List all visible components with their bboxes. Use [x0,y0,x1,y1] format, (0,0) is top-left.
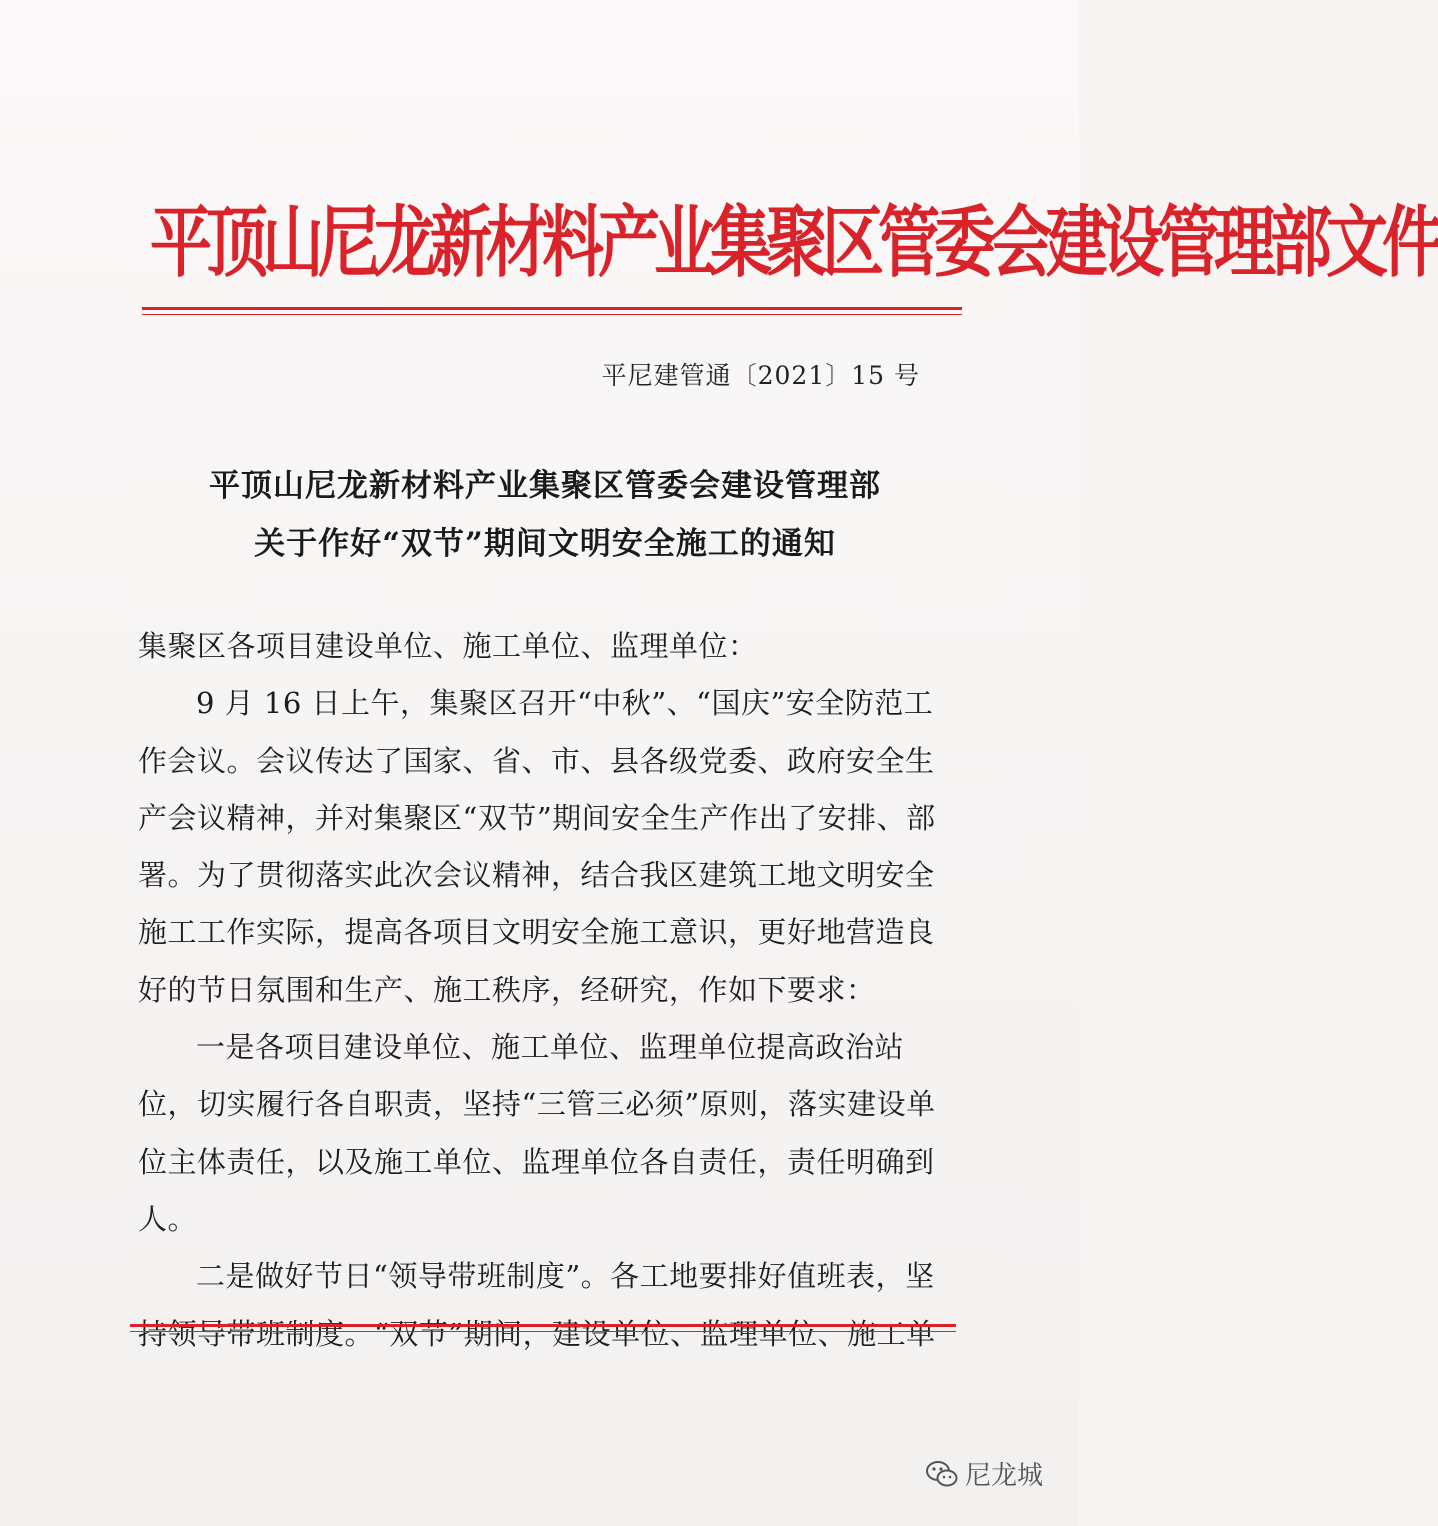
paragraph-requirement-2: 二是做好节日“领导带班制度”。各工地要排好值班表，坚持领导带班制度。“双节”期间，建设单位、监理单位、施工单 [138,1259,936,1351]
wechat-watermark [925,1455,1043,1492]
notice-title-line-2: 关于作好“双节”期间文明安全施工的通知 [254,526,836,562]
footer-red-rule-thin [130,1331,956,1332]
wechat-icon [925,1459,959,1489]
header-red-rule-thin [142,314,962,315]
document-number: 平尼建管通〔2021〕15 号 [601,361,920,390]
issuing-organization-header: 平顶山尼龙新材料产业集聚区管委会建设管理部文件 [150,196,1438,288]
footer-red-rule [130,1324,956,1327]
paragraph-meeting: 9 月 16 日上午，集聚区召开“中秋”、“国庆”安全防范工作会议。会议传达了国家、省、市、县各级党委、政府安全生产会议精神，并对集聚区“双节”期间安全生产作出了安排、部署。为了贯彻落实此次会议精神，结合我区建筑工地文明安全施工工作实际，提高各项目文明安全施工意识，更好地营造良好的节日氛围和生产、施工秩序，经研究，作如下要求： [138,686,936,1007]
paragraph-requirement-1: 一是各项目建设单位、施工单位、监理单位提高政治站位，切实履行各自职责，坚持“三管三必须”原则，落实建设单位主体责任，以及施工单位、监理单位各自责任，责任明确到人。 [138,1030,936,1236]
header-red-rule [142,307,962,310]
notice-body [138,618,944,1363]
salutation: 集聚区各项目建设单位、施工单位、监理单位： [138,629,758,663]
watermark-label: 尼龙城 [964,1461,1043,1491]
notice-title-line-1: 平顶山尼龙新材料产业集聚区管委会建设管理部 [209,468,881,504]
